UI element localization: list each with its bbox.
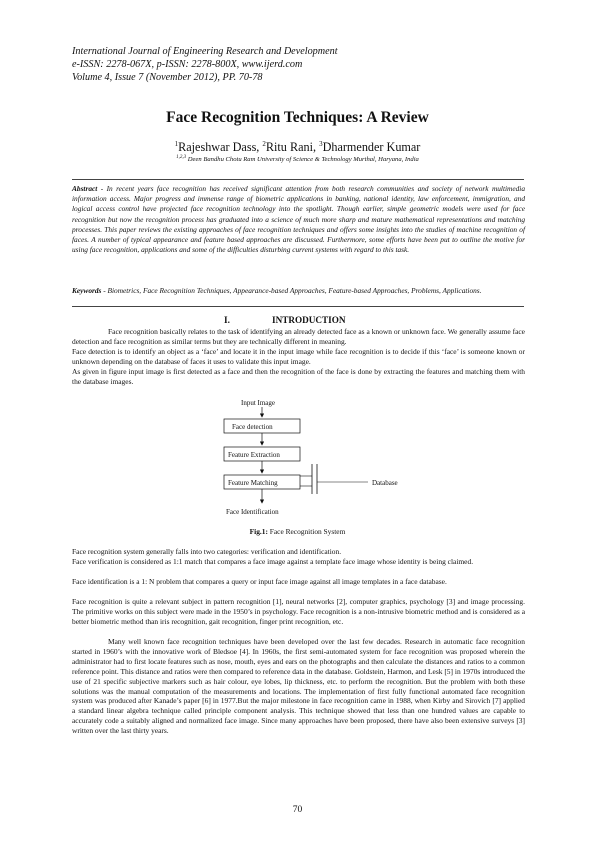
body-paragraph: Face recognition system generally falls into two categories: verification and identification. (72, 547, 342, 556)
abstract-label: Abstract (72, 184, 98, 193)
affiliation (0, 155, 595, 163)
abstract-text: - In recent years face recognition has received significant attention from both research communities and society of network multimedia information access. Major progress and immense range of biometric applications in banking, national identity, law enforcement, immigration, and logical access control have projected face recognition technology into the spotlight. Though earlier, simple geometric models were used for face recognition but now the recognition process has graduated into a science of much more sharp and mature mathematical representations and matching processes. This paper reviews the existing approaches of face recognition techniques and offers some insights into the studies of machine recognition of faces. A number of typical appearance and feature based approaches are discussed. Furthermore, some efforts have been put to outline the motive for using face recognition, applications and some of the difficulties disturbing current systems with regard to this task. (72, 184, 525, 255)
body-paragraph: Face identification is a 1: N problem that compares a query or input face image against all image templates in a face database. (72, 577, 447, 586)
body-paragraph: Face verification is considered as 1:1 match that compares a face image against a template face image whose identity is being claimed. (72, 557, 474, 566)
journal-volume: Volume 4, Issue 7 (November 2012), PP. 70-78 (72, 71, 263, 83)
divider (72, 306, 524, 307)
abstract (72, 184, 525, 255)
intro-paragraph: Face detection is to identify an object as a ‘face’ and locate it in the input image while face recognition is to decide if this ‘face’ is someone known or unknown depending on the database of faces it uses to validate this input image. (72, 347, 525, 366)
page-number: 70 (292, 805, 303, 815)
intro-paragraph: As given in figure input image is first detected as a face and then the recognition of the face is done by extracting the features and matching them with the database images. (72, 367, 525, 386)
diagram-database-label: Database (372, 479, 398, 487)
diagram-identification-label: Face Identification (226, 508, 279, 516)
paper-title: Face Recognition Techniques: A Review (166, 109, 429, 126)
journal-header (72, 46, 338, 84)
author-name: Ritu Rani, (265, 140, 320, 155)
author-sup: 3 (319, 140, 323, 148)
body-paragraph: Many well known face recognition techniques have been developed over the last few decades. Research in automatic face recognition started in 1960’s with the innovative work of Bledsoe [4]. In 1960s, the first semi-automated system for face recognition was proposed wherein the administrator had to first locate features such as nose, mouth, eyes and ears on the photographs and then calculate the distances and ratios to a common reference point. This distance and ratios were then compared to reference data in the database. Goldstein, Harmon, and Lesk [5] in 1970s introduced the use of 21 specific subjective markers such as hair colour, eye lobes, lip thickness, etc. to perform the recognition. But the problem with both these solutions was the manual computation of the measurements and locations. The implementation of first fully functional automated face recognition system was produced after Kanade’s paper [6] in 1977.But the major milestone in face recognition came in 1988, when Kirby and Sirovich [7] applied a standard linear algebra technique called principle component analysis. This technique showed that less than one hundred values are capable to accurately code a suitably aligned and normalized face image. Since many approaches have been proposed, there have also been extensive surveys [3] written over the last thirty years. (72, 637, 525, 736)
diagram-extraction-label: Feature Extraction (228, 451, 280, 459)
author-sup: 2 (262, 140, 266, 148)
diagram-matching-label: Feature Matching (228, 479, 278, 487)
affiliation-sup: 1,2,3 (176, 155, 187, 160)
author-name: Dharmender Kumar (322, 140, 421, 155)
author-sup: 1 (174, 140, 179, 148)
figure-caption-label: Fig.1: (249, 527, 268, 536)
author-name: Rajeshwar Dass, (178, 140, 263, 155)
journal-name: International Journal of Engineering Research and Development (72, 46, 338, 57)
figure-caption (0, 527, 595, 536)
diagram-input-label: Input Image (241, 399, 276, 407)
figure-caption-text: Face Recognition System (267, 527, 346, 536)
intro-paragraph: Face recognition basically relates to the task of identifying an already detected face as a known or unknown face. We generally assume face detection and face recognition as similar terms but they are technically different in meaning. (72, 327, 525, 346)
journal-issn: e-ISSN: 2278-067X, p-ISSN: 2278-800X, www.ijerd.com (72, 58, 303, 70)
face-recognition-diagram (222, 396, 452, 518)
section-number: I. (224, 315, 230, 325)
divider (72, 179, 524, 180)
keywords-label: Keywords (72, 286, 102, 295)
affiliation-text: Deen Bandhu Chotu Ram University of Science & Technology Murthal, Haryana, India (186, 156, 419, 164)
section-title: INTRODUCTION (272, 315, 346, 325)
body-paragraph: Face recognition is quite a relevant subject in pattern recognition [1], neural networks [2], computer graphics, psychology [3] and image processing. The primitive works on this subject were made in the 1950’s in psychology. Face recognition is a non-intrusive biometric method and is considered as a better biometric method than iris recognition, gait recognition, finger print recognition, etc. (72, 597, 525, 626)
keywords (72, 286, 525, 296)
keywords-text: - Biometrics, Face Recognition Techniques, Appearance-based Approaches, Feature-based Approaches, Problems, Applications. (101, 286, 482, 295)
diagram-detection-label: Face detection (232, 423, 273, 431)
author-list (0, 140, 595, 155)
